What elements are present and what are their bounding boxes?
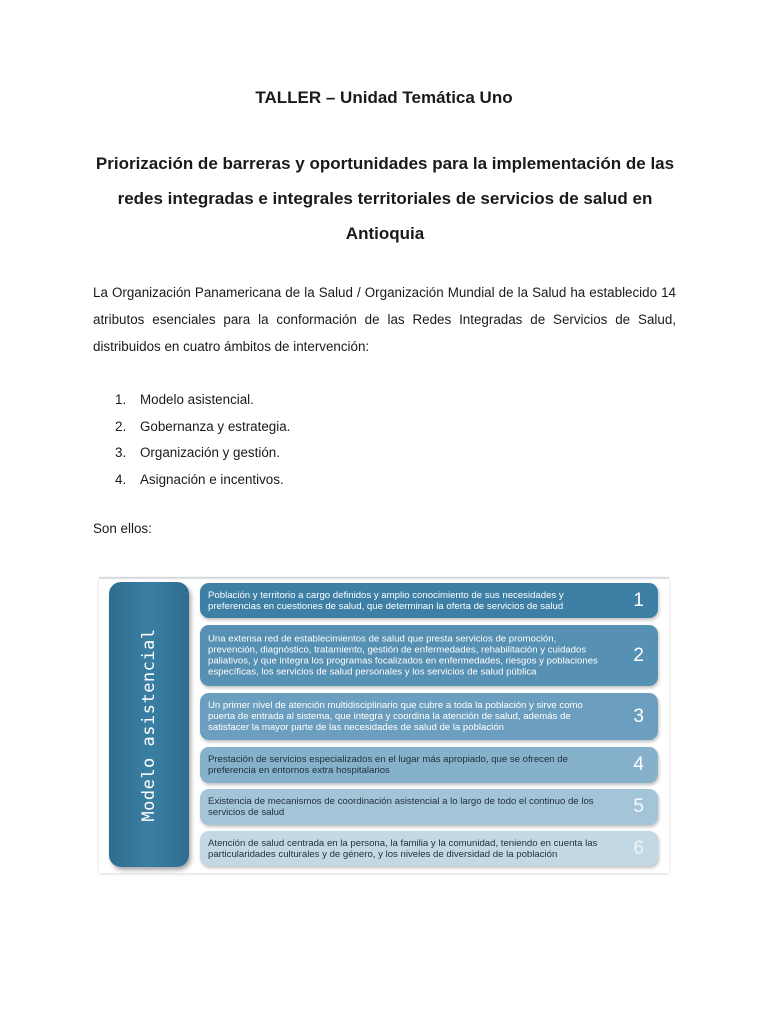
attribute-row [200, 583, 658, 618]
attribute-number: 3 [633, 705, 644, 727]
attribute-text: Existencia de mecanismos de coordinación asistencial a lo largo de todo el continuo de los servicios de salud [208, 795, 594, 818]
attribute-text: Atención de salud centrada en la persona, la familia y la comunidad, teniendo en cuenta las particularidades culturales y de género, y los niveles de diversidad de la población [208, 837, 598, 860]
list-item-number: 2. [115, 418, 127, 434]
attribute-number: 1 [633, 589, 644, 611]
document-title: TALLER – Unidad Temática Uno [255, 88, 513, 107]
attribute-text: Un primer nivel de atención multidisciplinario que cubre a toda la población y sirve como puerta de entrada al sistema, que integra y coordina la atención de salud, además de satisfacer la mayor parte de las necesidades de salud de la población [208, 699, 583, 734]
side-panel-label: Modelo asistencial [139, 627, 159, 822]
side-panel [109, 582, 189, 867]
attribute-number: 2 [633, 644, 644, 666]
list-item [115, 414, 290, 441]
list-item [115, 387, 290, 414]
attribute-row [200, 625, 658, 686]
figure-top-rule [99, 577, 669, 580]
attribute-text: Una extensa red de establecimientos de salud que presta servicios de promoción, prevención, diagnóstico, tratamiento, gestión de enfermedades, rehabilitación y cuidados paliativos, y que integra los programas focalizados en enfermedades, riesgos y poblaciones específicas, los servicios de salud personales y los servicios de salud pública [208, 633, 598, 678]
intro-paragraph: La Organización Panamericana de la Salud / Organización Mundial de la Salud ha establecido 14 atributos esenciales para la conformación de las Redes Integradas de Servicios de Salud, distribuidos en cuatro ámbitos de intervención: [93, 285, 676, 354]
list-item-number: 4. [115, 472, 127, 488]
son-ellos-text: Son ellos: [93, 521, 152, 536]
attribute-number: 4 [633, 754, 644, 775]
attribute-number: 5 [633, 796, 644, 817]
ambitos-list [115, 387, 290, 494]
list-item-text: Asignación e incentivos. [140, 472, 284, 488]
attribute-row [200, 693, 658, 740]
attribute-number: 6 [633, 837, 644, 859]
modelo-asistencial-figure [99, 577, 669, 873]
list-item-number: 3. [115, 445, 127, 461]
attribute-row [200, 789, 658, 825]
attribute-text: Población y territorio a cargo definidos y amplio conocimiento de sus necesidades y preferencias en cuestiones de salud, que determinan la oferta de servicios de salud [208, 589, 564, 612]
list-item-text: Organización y gestión. [140, 445, 280, 461]
list-item-text: Modelo asistencial. [140, 392, 254, 407]
attribute-row [200, 831, 658, 866]
list-item [115, 467, 290, 494]
attribute-text: Prestación de servicios especializados en el lugar más apropiado, que se ofrecen de preferencia en entornos extra hospitalarios [208, 753, 568, 776]
document-subtitle: Priorización de barreras y oportunidades para la implementación de las redes integradas e integrales territoriales de servicios de salud en Antioquia [95, 154, 675, 243]
list-item [115, 440, 290, 467]
list-item-number: 1. [115, 392, 127, 407]
list-item-text: Gobernanza y estrategia. [140, 418, 291, 434]
attribute-row [200, 747, 658, 783]
